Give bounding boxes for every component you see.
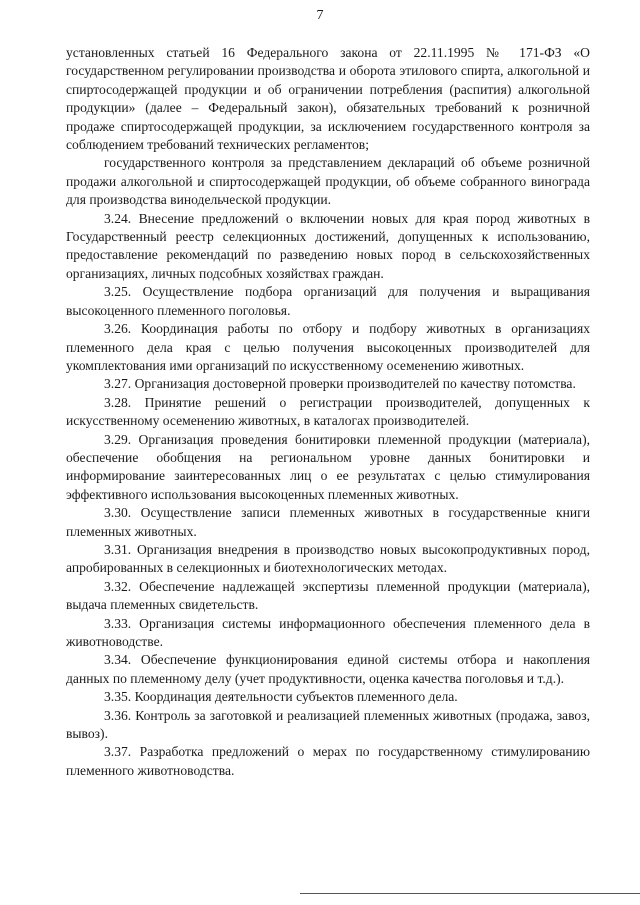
paragraph: 3.28. Принятие решений о регистрации производителей, допущенных к искусственному осеменению животных, в каталогах производителей. (66, 394, 590, 429)
paragraph: государственного контроля за представлением деклараций об объеме розничной продажи алкогольной и спиртосодержащей продукции, об объеме собранного винограда для производства винодельческой продукции. (66, 155, 590, 208)
page-number: 7 (316, 8, 324, 23)
paragraph: 3.27. Организация достоверной проверки производителей по качеству потомства. (104, 376, 576, 392)
paragraph: 3.35. Координация деятельности субъектов племенного дела. (104, 689, 458, 705)
paragraph: 3.34. Обеспечение функционирования единой системы отбора и накопления данных по племенному делу (учет продуктивности, оценка качества поголовья и т.д.). (66, 652, 590, 686)
paragraph: 3.36. Контроль за заготовкой и реализацией племенных животных (продажа, завоз, вывоз). (66, 707, 590, 742)
paragraph: 3.33. Организация системы информационного обеспечения племенного дела в животноводстве. (66, 615, 590, 649)
paragraph: 3.26. Координация работы по отбору и подбору животных в организациях племенного дела края с целью получения высокоценных производителей для укомплектования ими организаций по искусственному осеменению животных. (66, 321, 590, 373)
document-body (66, 44, 590, 780)
paragraph: 3.32. Обеспечение надлежащей экспертизы племенной продукции (материала), выдача племенных свидетельств. (66, 578, 590, 613)
paragraph: 3.25. Осуществление подбора организаций для получения и выращивания высокоценного племенного поголовья. (66, 284, 590, 318)
paragraph: 3.24. Внесение предложений о включении новых для края пород животных в Государственный реестр селекционных достижений, допущенных к использованию, предоставление рекомендаций по разведению новых пород в сельскохозяйственных организациях, личных подсобных хозяйствах граждан. (66, 210, 590, 281)
scan-edge-line (300, 893, 640, 894)
paragraph: 3.30. Осуществление записи племенных животных в государственные книги племенных животных. (66, 505, 590, 539)
paragraph: 3.31. Организация внедрения в производство новых высокопродуктивных пород, апробированных в селекционных и биотехнологических методах. (66, 541, 590, 576)
paragraph: 3.37. Разработка предложений о мерах по государственному стимулированию племенного животноводства. (66, 744, 590, 778)
paragraph: установленных статьей 16 Федерального закона от 22.11.1995 № 171-ФЗ «О государственном регулировании производства и оборота этилового спирта, алкогольной и спиртосодержащей продукции и об ограничении потребления (распития) алкогольной продукции» (далее – Федеральный закон), обязательных требований к розничной продаже спиртосодержащей продукции, за исключением государственного контроля за соблюдением требований технических регламентов; (66, 45, 590, 153)
paragraph: 3.29. Организация проведения бонитировки племенной продукции (материала), обеспечение обобщения на региональном уровне данных бонитировки и информирование заинтересованных лиц о ее результатах с целью стимулирования эффективного использования высокоценных племенных животных. (66, 431, 590, 502)
